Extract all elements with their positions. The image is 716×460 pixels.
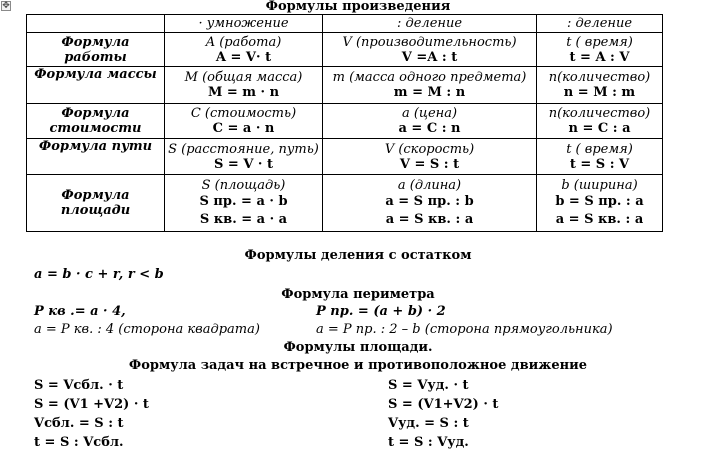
motion-right-formula-4: t = S : Vуд. <box>388 435 469 450</box>
area-title: Формулы площади. <box>283 340 433 355</box>
table-cell: n(количество) n = C : a <box>537 104 663 139</box>
motion-right-formula-3: Vуд. = S : t <box>388 416 469 431</box>
table-cell: n(количество) n = M : m <box>537 67 663 104</box>
perimeter-rectangle-formula: P пр. = (a + b) · 2 <box>316 304 446 319</box>
formula-table <box>26 14 663 232</box>
motion-right-formula-1: S = Vуд. · t <box>388 378 469 393</box>
row-label: Формула стоимости <box>27 104 165 139</box>
division-title: Формулы деления с остатком <box>244 248 472 263</box>
table-cell: V (скорость) V = S : t <box>323 139 537 175</box>
table-cell: m (масса одного предмета) m = M : n <box>323 67 537 104</box>
table-cell: C (стоимость) C = a · n <box>165 104 323 139</box>
motion-right-formula-2: S = (V1+V2) · t <box>388 397 499 412</box>
motion-left-formula-1: S = Vсбл. · t <box>34 378 124 393</box>
table-cell: M (общая масса) M = m · n <box>165 67 323 104</box>
motion-left-formula-2: S = (V1 +V2) · t <box>34 397 149 412</box>
table-cell: S (расстояние, путь) S = V · t <box>165 139 323 175</box>
header-cell-empty <box>27 15 165 33</box>
motion-left-formula-4: t = S : Vсбл. <box>34 435 124 450</box>
table-cell: t ( время) t = A : V <box>537 33 663 67</box>
table-title: Формулы произведения <box>265 0 451 14</box>
table-cell: t ( время) t = S : V <box>537 139 663 175</box>
table-header-row <box>27 15 663 33</box>
table-move-handle-icon[interactable]: ✥ <box>2 1 10 11</box>
header-cell-division-2: : деление <box>537 15 663 33</box>
table-cell: b (ширина) b = S пр. : a a = S кв. : a <box>537 175 663 232</box>
square-side-formula: a = P кв. : 4 (сторона квадрата) <box>34 322 260 337</box>
table-cell: S (площадь) S пр. = a · b S кв. = a · a <box>165 175 323 232</box>
perimeter-title: Формула периметра <box>281 287 435 302</box>
table-row <box>27 104 663 139</box>
header-cell-division-1: : деление <box>323 15 537 33</box>
table-row <box>27 33 663 67</box>
motion-left-formula-3: Vсбл. = S : t <box>34 416 124 431</box>
table-row <box>27 139 663 175</box>
division-formula: a = b · c + r, r < b <box>34 267 164 282</box>
perimeter-square-formula: P кв .= a · 4, <box>34 304 126 319</box>
row-label: Формула работы <box>27 33 165 67</box>
table-cell: a (цена) a = C : n <box>323 104 537 139</box>
rectangle-side-formula: a = P пр. : 2 – b (сторона прямоугольника) <box>316 322 613 337</box>
row-label: Формула массы <box>27 67 165 104</box>
table-cell: V (производительность) V =A : t <box>323 33 537 67</box>
motion-title: Формула задач на встречное и противоположное движение <box>128 358 588 373</box>
table-row <box>27 175 663 232</box>
row-label: Формула пути <box>27 139 165 175</box>
table-cell: a (длина) a = S пр. : b a = S кв. : a <box>323 175 537 232</box>
table-row <box>27 67 663 104</box>
header-cell-multiplication: · умножение <box>165 15 323 33</box>
row-label: Формула площади <box>27 175 165 232</box>
table-cell: A (работа) A = V· t <box>165 33 323 67</box>
